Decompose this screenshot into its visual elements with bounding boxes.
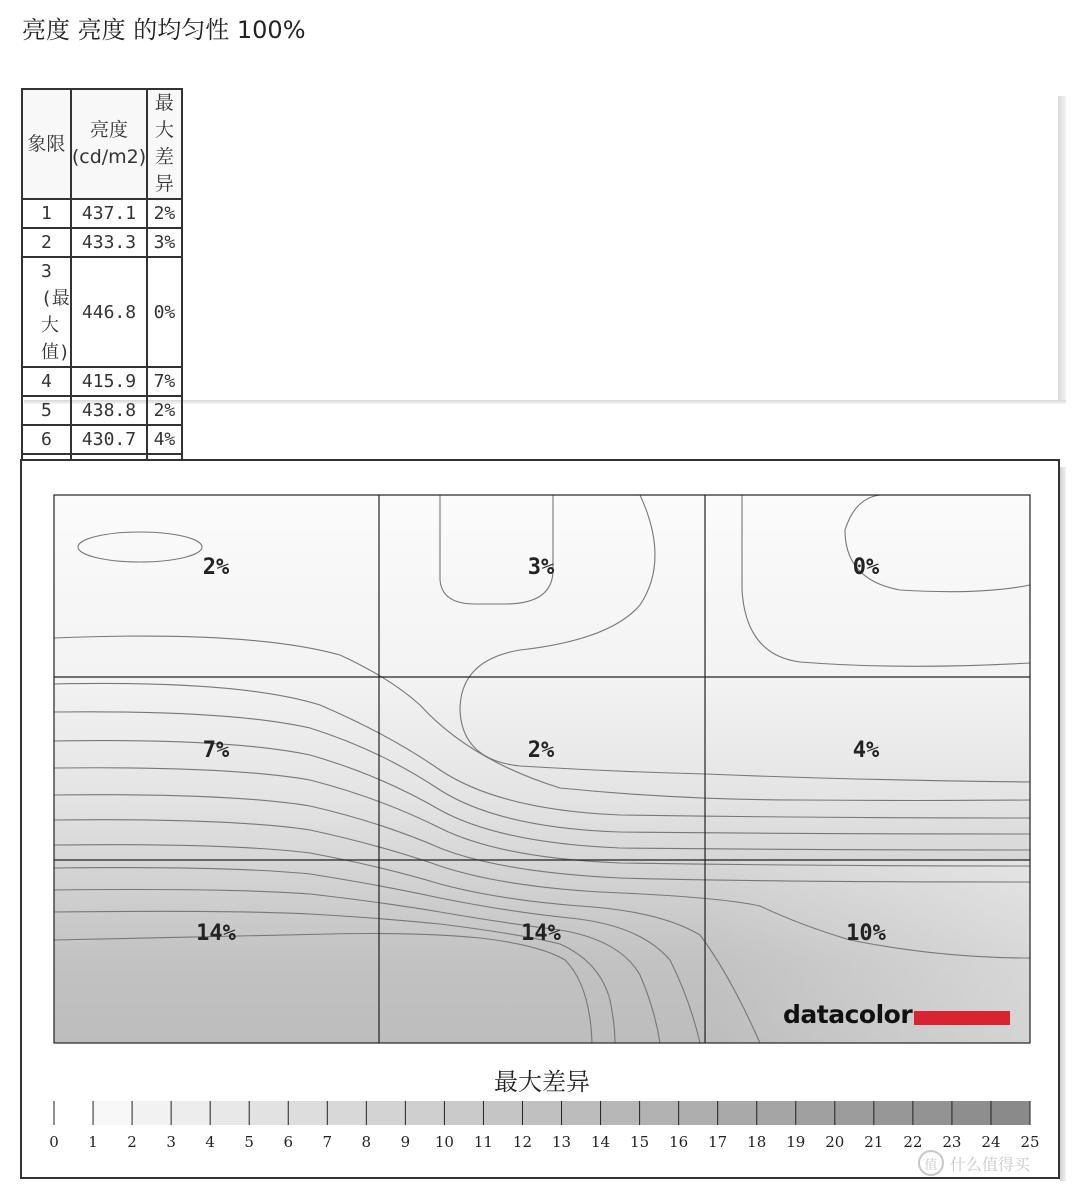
legend-swatch xyxy=(796,1101,835,1125)
legend-swatch xyxy=(93,1101,132,1125)
legend-swatch xyxy=(288,1101,327,1125)
legend-tick-label: 7 xyxy=(322,1133,333,1151)
luminance-cell: 415.9 xyxy=(71,367,147,396)
logo-red-bar xyxy=(914,1011,1010,1025)
max-diff-cell: 2% xyxy=(147,199,182,228)
cell-label: 0% xyxy=(852,555,880,580)
legend-tick-label: 6 xyxy=(283,1133,294,1151)
cell-label: 2% xyxy=(202,555,230,580)
legend-swatch xyxy=(171,1101,210,1125)
legend-swatch xyxy=(718,1101,757,1125)
max-diff-cell: 7% xyxy=(147,367,182,396)
legend-tick-label: 15 xyxy=(630,1133,650,1151)
legend-swatch xyxy=(483,1101,522,1125)
luminance-cell: 437.1 xyxy=(71,199,147,228)
legend-swatch xyxy=(874,1101,913,1125)
legend-tick-label: 0 xyxy=(49,1133,59,1151)
quadrant-cell: 5 xyxy=(22,396,71,425)
legend-tick-label: 1 xyxy=(88,1133,98,1151)
cell-label: 2% xyxy=(527,738,555,763)
watermark xyxy=(918,1150,1030,1176)
datacolor-logo xyxy=(783,1000,1010,1029)
luminance-cell: 446.8 xyxy=(71,257,147,367)
legend-tick-label: 10 xyxy=(434,1133,454,1151)
legend-tick-label: 11 xyxy=(473,1133,493,1151)
legend-swatch xyxy=(522,1101,561,1125)
legend-tick-label: 14 xyxy=(591,1133,611,1151)
legend-tick-label: 24 xyxy=(981,1133,1001,1151)
legend-tick-label: 19 xyxy=(786,1133,806,1151)
legend-swatch xyxy=(405,1101,444,1125)
legend-swatch xyxy=(132,1101,171,1125)
cell-label: 14% xyxy=(521,921,561,946)
logo-text: datacolor xyxy=(783,1000,913,1029)
max-diff-cell: 2% xyxy=(147,396,182,425)
watermark-text: 什么值得买 xyxy=(950,1154,1031,1174)
legend-tick-label: 12 xyxy=(512,1133,533,1151)
legend-swatch xyxy=(444,1101,483,1125)
max-diff-cell: 3% xyxy=(147,228,182,257)
cell-label: 14% xyxy=(196,921,236,946)
luminance-cell: 433.3 xyxy=(71,228,147,257)
legend-tick-label: 18 xyxy=(747,1133,767,1151)
legend-swatch xyxy=(952,1101,991,1125)
legend-tick-label: 20 xyxy=(825,1133,845,1151)
luminance-cell: 438.8 xyxy=(71,396,147,425)
legend-tick-label: 8 xyxy=(361,1133,372,1151)
legend-swatch xyxy=(757,1101,796,1125)
max-diff-cell: 0% xyxy=(147,257,182,367)
legend-swatch xyxy=(913,1101,952,1125)
legend-tick-label: 22 xyxy=(903,1133,923,1151)
max-diff-cell: 4% xyxy=(147,425,182,454)
quadrant-cell: 1 xyxy=(22,199,71,228)
legend-tick-label: 5 xyxy=(244,1133,254,1151)
legend-swatch xyxy=(991,1101,1030,1125)
legend-swatch xyxy=(210,1101,249,1125)
page-title: 亮度 亮度 的均匀性 100% xyxy=(22,16,306,44)
quadrant-cell: 3 (最大值) xyxy=(22,257,71,367)
cell-label: 4% xyxy=(852,738,880,763)
quadrant-cell: 6 xyxy=(22,425,71,454)
legend-tick-label: 9 xyxy=(400,1133,411,1151)
legend-tick-label: 4 xyxy=(205,1133,215,1151)
watermark-icon: 值 xyxy=(918,1150,944,1176)
legend-swatch xyxy=(835,1101,874,1125)
quadrant-cell: 4 xyxy=(22,367,71,396)
column-header-max-diff: 最大差异 xyxy=(147,89,182,199)
column-header-luminance: 亮度 (cd/m2) xyxy=(71,89,147,199)
legend-swatch xyxy=(640,1101,679,1125)
legend-swatch xyxy=(249,1101,288,1125)
legend-tick-label: 23 xyxy=(942,1133,962,1151)
column-header-quadrant: 象限 xyxy=(22,89,71,199)
legend-swatch xyxy=(366,1101,405,1125)
cell-label: 3% xyxy=(527,555,555,580)
legend-tick-label: 3 xyxy=(166,1133,176,1151)
legend-swatch xyxy=(54,1101,93,1125)
legend-tick-label: 2 xyxy=(127,1133,137,1151)
legend-tick-label: 25 xyxy=(1020,1133,1040,1151)
cell-label: 10% xyxy=(846,921,886,946)
legend-tick-label: 16 xyxy=(669,1133,689,1151)
quadrant-cell: 2 xyxy=(22,228,71,257)
cell-label: 7% xyxy=(202,738,230,763)
luminance-cell: 430.7 xyxy=(71,425,147,454)
legend-tick-label: 17 xyxy=(708,1133,728,1151)
legend-tick-label: 13 xyxy=(551,1133,572,1151)
legend-swatch xyxy=(327,1101,366,1125)
legend-swatch xyxy=(679,1101,718,1125)
legend-swatch xyxy=(601,1101,640,1125)
legend-scale xyxy=(54,1101,1030,1125)
legend-swatch xyxy=(562,1101,601,1125)
legend-tick-label: 21 xyxy=(864,1133,884,1151)
legend-title: 最大差异 xyxy=(494,1068,590,1096)
